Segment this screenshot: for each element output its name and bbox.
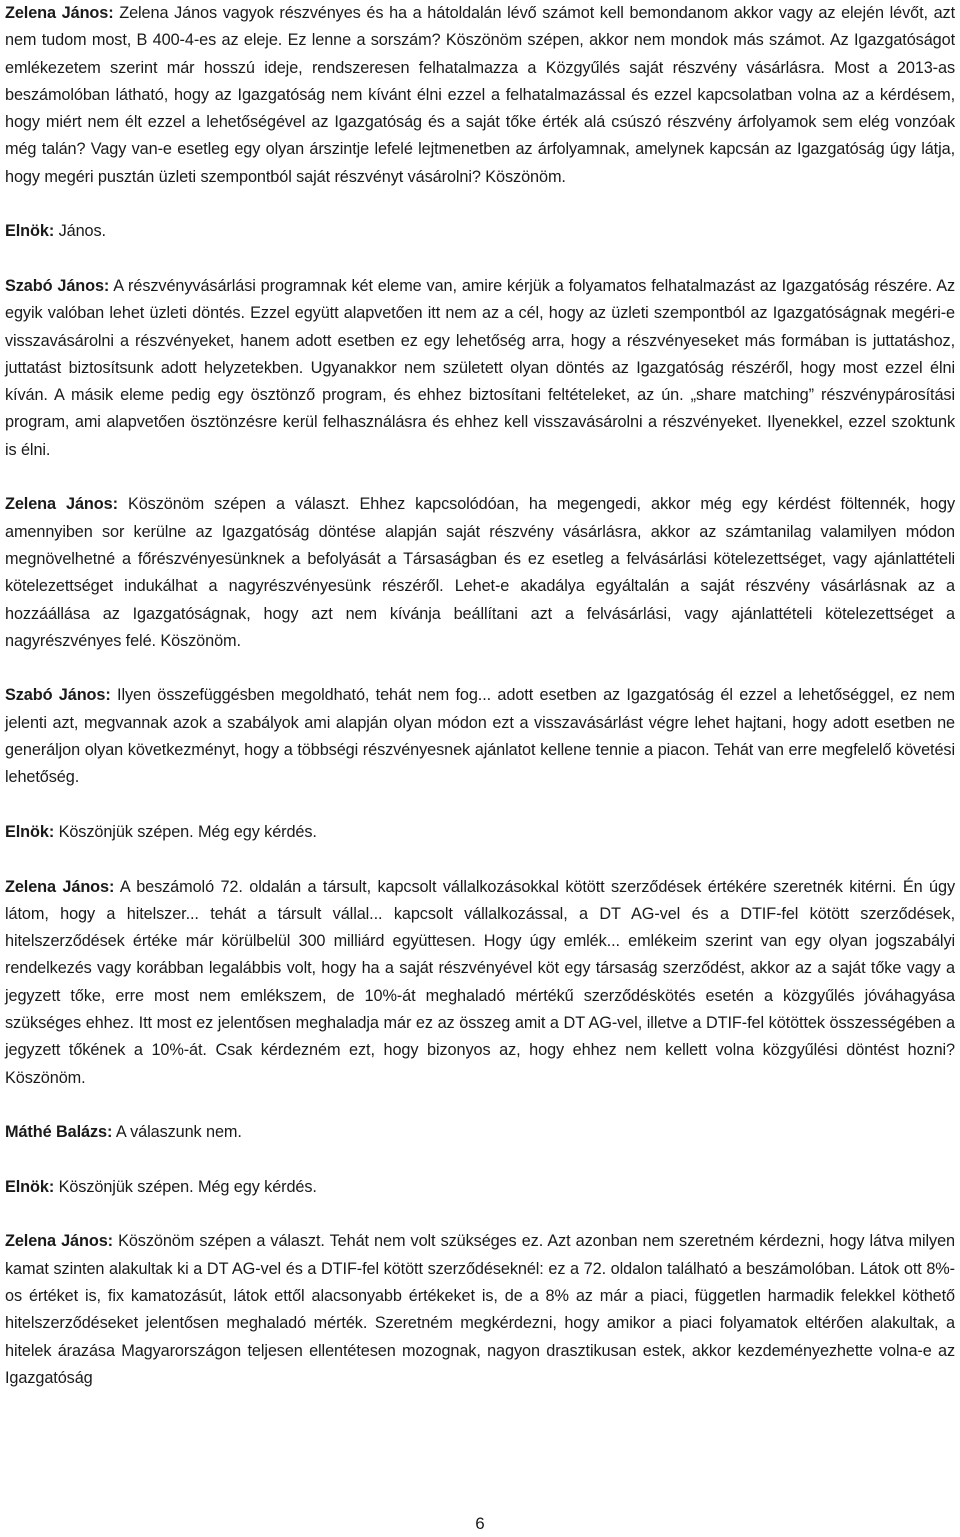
paragraph [5,1228,955,1392]
speaker-name: Elnök: [5,822,55,841]
paragraph-text: Zelena János vagyok részvényes és ha a hátoldalán lévő számot kell bemondanom akkor vagy az elején lévőt, azt nem tudom most, B 400-4-es az eleje. Ez lenne a sorszám? Köszönöm szépen, akkor nem mondok más számot. Az Igazgatóságot emlékezetem szerint már hosszú ideje, rendszeresen felhatalmazza a Közgyűlés saját részvény vásárlásra. Most a 2013-as beszámolóban látható, hogy az Igazgatóság nem kívánt élni ezzel a felhatalmazással és ezzel kapcsolatban volna az a kérdésem, hogy miért nem élt ezzel a lehetőségével az Igazgatóság és a saját tőke érték alá csúszó részvény árfolyamok sem elég vonzóak még talán? Vagy van-e esetleg egy olyan árszintje lefelé lejtmenetben az árfolyamnak, amelynek kapcsán az Igazgatóság úgy látja, hogy megéri pusztán üzleti szempontból saját részvényt vásárolni? Köszönöm. [5,4,956,186]
speaker-name: Szabó János: [5,276,110,295]
paragraph-text: A részvényvásárlási programnak két eleme van, amire kérjük a folyamatos felhatalmazást az Igazgatóság részére. Az egyik valóban lehet üzleti döntés. Ezzel együtt alapvetően itt nem az a cél, hogy az üzleti szempontból az Igazgatóságnak megéri-e visszavásárolni a részvényeket, hanem adott esetben ez egy lehetőség arra, hogy a részvényeseket más formában is juttatáshoz, juttatást biztosítsunk adott helyzetekben. Ugyanakkor nem született olyan döntés az Igazgatóság részéről, hogy most ezzel élni kíván. A másik eleme pedig egy ösztönző program, és ehhez biztosítani feltételeket, az ún. „share matching” részvénypárosítási program, ami alapvetően ösztönzésre kerül felhasználásra és ehhez kell visszavásárolni a részvényeket. Ilyenekkel, ezzel szoktunk is élni. [5,276,956,459]
paragraph [5,218,955,245]
page-number: 6 [475,1514,485,1533]
paragraph-text: A beszámoló 72. oldalán a társult, kapcsolt vállalkozásokkal kötött szerződések értékére szeretnék kitérni. Én úgy látom, hogy a hitelszer... tehát a társult vállal... kapcsolt vállalkozással, a DT AG-vel és a DTIF-fel kötött szerződések, hitelszerződések értéke már körülbelül 300 milliárd együttesen. Hogy úgy emlék... emlékeim szerint van egy olyan jogszabályi rendelkezés vagy korábban legalábbis volt, hogy ha a saját részvényével köt egy társaság szerződést, akkor az a saját tőke vagy a jegyzett tőke, erre most nem emlékszem, de 10%-át meghaladó mértékű szerződéskötés esetén a közgyűlés jóváhagyása szükséges ehhez. Itt most ez jelentősen meghaladja már ez az összeg amit a DT AG-vel, illetve a DTIF-fel kötöttek összességében a jegyzett tőkének a 10%-át. Csak kérdezném ezt, hogy bizonyos az, hogy ehhez nem kellett volna közgyűlési döntést hozni? Köszönöm. [5,877,956,1087]
paragraph-text: Köszönjük szépen. Még egy kérdés. [58,1177,317,1196]
paragraph-text: János. [58,222,106,241]
speaker-name: Elnök: [5,222,55,241]
paragraph [5,874,955,1092]
paragraph [5,682,955,791]
paragraph-text: A válaszunk nem. [115,1123,242,1142]
speaker-name: Zelena János: [5,495,118,514]
speaker-name: Elnök: [5,1177,55,1196]
speaker-name: Zelena János: [5,877,115,896]
paragraph-text: Köszönöm szépen a választ. Ehhez kapcsolódóan, ha megengedi, akkor még egy kérdést föltennék, hogy amennyiben sor kerülne az Igazgatóság döntése alapján saját részvény vásárlásra, akkor az számtanilag valamilyen módon megnövelhetné a főrészvényesünknek a befolyását a Társaságban és ez esetleg a felvásárlási kötelezettséget, vagy ajánlattételi kötelezettséget indukálhat a nagyrészvényesünk részéről. Lehet-e akadálya egyáltalán a saját részvény vásárlásnak az a hozzáállása az Igazgatóságnak, hogy azt nem kívánja beállítani azt a felvásárlási, vagy ajánlattételi kötelezettséget a nagyrészvényes felé. Köszönöm. [5,495,956,650]
paragraph [5,1174,955,1201]
speaker-name: Zelena János: [5,1232,113,1251]
paragraph [5,491,955,655]
paragraph [5,0,955,191]
speaker-name: Szabó János: [5,686,111,705]
paragraph [5,273,955,464]
paragraph [5,819,955,846]
paragraph [5,1119,955,1146]
speaker-name: Máthé Balázs: [5,1123,113,1142]
paragraph-text: Ilyen összefüggésben megoldható, tehát nem fog... adott esetben az Igazgatóság él ezzel a lehetőséggel, ez nem jelenti azt, megvannak azok a szabályok ami alapján olyan módon ezt a visszavásárlást végre lehet hajtani, hogy adott esetben ne generáljon olyan következményt, hogy a többségi részvényesnek ajánlatot kellene tennie a piacon. Tehát van erre megfelelő követési lehetőség. [5,686,955,787]
document-body [5,0,955,1419]
paragraph-text: Köszönjük szépen. Még egy kérdés. [58,822,317,841]
speaker-name: Zelena János: [5,4,114,22]
paragraph-text: Köszönöm szépen a választ. Tehát nem volt szükséges ez. Azt azonban nem szeretném kérdezni, hogy látva milyen kamat szinten alakultak ki a DT AG-vel és a DTIF-fel kötött szerződéseknél: ez a 72. oldalon található a beszámolóban. Látok ott 8%-os értéket is, fix kamatozásút, látok ettől alacsonyabb értékeket is, de a 8% az már a piaci, független harmadik felekkel köthető hitelszerződéseket jelentősen meghaladó mérték. Szeretném megkérdezni, hogy amikor a piaci folyamatok eltérően alakultak, a hitelek árazása Magyarországon teljesen ellentétesen mozognak, nagyon drasztikusan estek, akkor kezdeményezhette volna-e az Igazgatóság [5,1232,955,1387]
